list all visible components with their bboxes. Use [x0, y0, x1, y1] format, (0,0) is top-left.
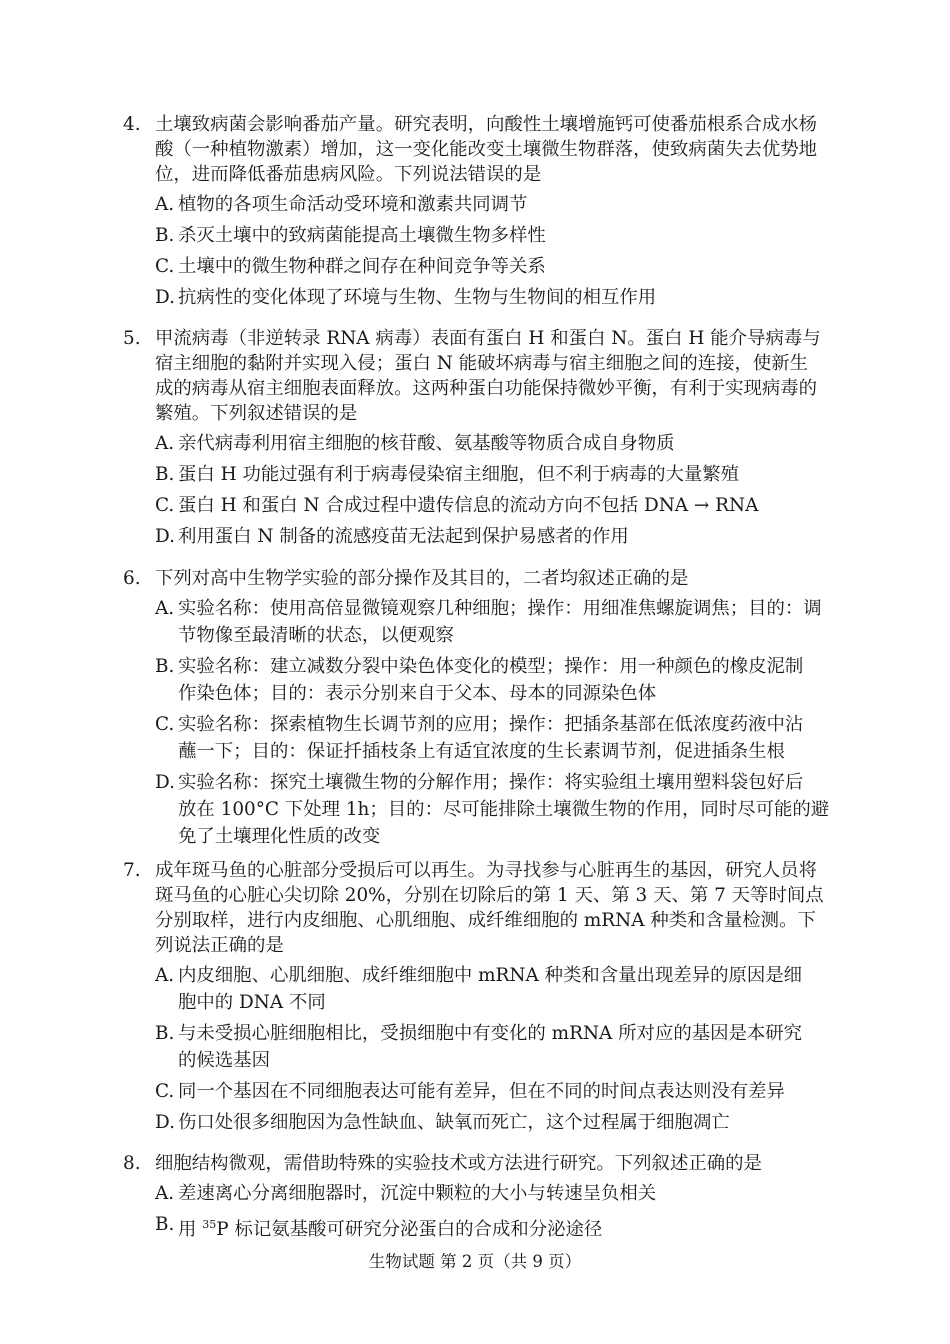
option-a — [155, 1180, 843, 1207]
isotope-mass-number: 35 — [202, 1218, 217, 1231]
option-line: 免了土壤理化性质的改变 — [178, 826, 381, 847]
option-a — [155, 595, 843, 649]
option-c — [155, 1078, 843, 1105]
option-b — [155, 1020, 843, 1074]
option-line: 同一个基因在不同细胞表达可能有差异，但在不同的时间点表达则没有差异 — [178, 1081, 785, 1102]
option-line: 蘸一下；目的：保证扦插枝条上有适宜浓度的生长素调节剂，促进插条生根 — [178, 741, 785, 762]
option-label: C. — [155, 714, 175, 735]
stem-line: 位，进而降低番茄患病风险。下列说法错误的是 — [155, 164, 542, 185]
option-line: 与未受损心脏细胞相比，受损细胞中有变化的 mRNA 所对应的基因是本研究 — [178, 1023, 803, 1044]
option-line: 节物像至最清晰的状态，以便观察 — [178, 625, 454, 646]
option-line: 亲代病毒利用宿主细胞的核苷酸、氨基酸等物质合成自身物质 — [178, 433, 675, 454]
question-4 — [123, 112, 843, 311]
option-line: 差速离心分离细胞器时，沉淀中颗粒的大小与转速呈负相关 — [178, 1183, 657, 1204]
option-label: D. — [155, 772, 175, 793]
option-label: A. — [155, 598, 175, 619]
question-5 — [123, 326, 843, 550]
option-line: 蛋白 H 和蛋白 N 合成过程中遗传信息的流动方向不包括 DNA → RNA — [178, 495, 759, 516]
option-text-pre: 用 — [178, 1219, 203, 1241]
option-a — [155, 430, 843, 457]
option-line — [178, 1211, 843, 1243]
option-line: 实验名称：使用高倍显微镜观察几种细胞；操作：用细准焦螺旋调焦；目的：调 — [178, 598, 822, 619]
option-b — [155, 653, 843, 707]
page-footer: 生物试题 第 2 页（共 9 页） — [368, 1252, 582, 1271]
option-label: B. — [155, 1023, 175, 1044]
option-line: 内皮细胞、心肌细胞、成纤维细胞中 mRNA 种类和含量出现差异的原因是细 — [178, 965, 803, 986]
stem-line: 分别取样，进行内皮细胞、心肌细胞、成纤维细胞的 mRNA 种类和含量检测。下 — [155, 910, 816, 931]
option-label: B. — [155, 1214, 175, 1235]
option-line: 植物的各项生命活动受环境和激素共同调节 — [178, 194, 528, 215]
option-line: 实验名称：建立减数分裂中染色体变化的模型；操作：用一种颜色的橡皮泥制 — [178, 656, 804, 677]
option-a — [155, 962, 843, 1016]
option-label: A. — [155, 1183, 175, 1204]
option-line: 的候选基因 — [178, 1050, 270, 1071]
option-label: B. — [155, 656, 175, 677]
option-line: 抗病性的变化体现了环境与生物、生物与生物间的相互作用 — [178, 287, 657, 308]
question-number: 6. — [123, 568, 141, 589]
option-d — [155, 284, 843, 311]
option-label: D. — [155, 526, 175, 547]
option-c — [155, 253, 843, 280]
question-number: 7. — [123, 860, 141, 881]
option-b — [155, 1211, 843, 1243]
option-line: 放在 100°C 下处理 1h；目的：尽可能排除土壤微生物的作用，同时尽可能的避 — [178, 799, 830, 820]
stem-line: 酸（一种植物激素）增加，这一变化能改变土壤微生物群落，使致病菌失去优势地 — [155, 139, 818, 160]
question-number: 5. — [123, 328, 141, 349]
question-stem — [155, 858, 843, 958]
option-label: C. — [155, 495, 175, 516]
stem-line: 成的病毒从宿主细胞表面释放。这两种蛋白功能保持微妙平衡，有利于实现病毒的 — [155, 378, 818, 399]
stem-line: 繁殖。下列叙述错误的是 — [155, 403, 358, 424]
option-label: A. — [155, 194, 175, 215]
option-label: B. — [155, 225, 175, 246]
option-label: A. — [155, 965, 175, 986]
option-line: 利用蛋白 N 制备的流感疫苗无法起到保护易感者的作用 — [178, 526, 629, 547]
option-label: D. — [155, 287, 175, 308]
option-label: D. — [155, 1112, 175, 1133]
option-line: 胞中的 DNA 不同 — [178, 992, 326, 1013]
option-label: C. — [155, 1081, 175, 1102]
stem-line: 宿主细胞的黏附并实现入侵；蛋白 N 能破坏病毒与宿主细胞之间的连接，使新生 — [155, 353, 809, 374]
option-line: 实验名称：探究土壤微生物的分解作用；操作：将实验组土壤用塑料袋包好后 — [178, 772, 804, 793]
stem-line: 列说法正确的是 — [155, 935, 284, 956]
option-b — [155, 222, 843, 249]
question-8 — [123, 1151, 843, 1243]
option-text-post: P 标记氨基酸可研究分泌蛋白的合成和分泌途径 — [216, 1219, 603, 1241]
option-label: B. — [155, 464, 175, 485]
stem-line: 下列对高中生物学实验的部分操作及其目的，二者均叙述正确的是 — [155, 568, 689, 589]
question-stem — [155, 326, 843, 426]
option-line: 实验名称：探索植物生长调节剂的应用；操作：把插条基部在低浓度药液中沾 — [178, 714, 804, 735]
option-d — [155, 523, 843, 550]
stem-line: 斑马鱼的心脏心尖切除 20%，分别在切除后的第 1 天、第 3 天、第 7 天等时间点 — [155, 885, 824, 906]
option-line: 杀灭土壤中的致病菌能提高土壤微生物多样性 — [178, 225, 546, 246]
stem-line: 土壤致病菌会影响番茄产量。研究表明，向酸性土壤增施钙可使番茄根系合成水杨 — [155, 114, 818, 135]
option-line: 伤口处很多细胞因为急性缺血、缺氧而死亡，这个过程属于细胞凋亡 — [178, 1112, 730, 1133]
option-d — [155, 769, 843, 850]
question-6 — [123, 566, 843, 850]
stem-line: 成年斑马鱼的心脏部分受损后可以再生。为寻找参与心脏再生的基因，研究人员将 — [155, 860, 818, 881]
question-stem — [155, 1151, 843, 1176]
question-number: 8. — [123, 1153, 141, 1174]
option-line: 土壤中的微生物种群之间存在种间竞争等关系 — [178, 256, 546, 277]
option-line: 蛋白 H 功能过强有利于病毒侵染宿主细胞，但不利于病毒的大量繁殖 — [178, 464, 740, 485]
option-label: C. — [155, 256, 175, 277]
question-number: 4. — [123, 114, 141, 135]
question-stem — [155, 112, 843, 187]
stem-line: 甲流病毒（非逆转录 RNA 病毒）表面有蛋白 H 和蛋白 N。蛋白 H 能介导病毒与 — [155, 328, 821, 349]
option-line: 作染色体；目的：表示分别来自于父本、母本的同源染色体 — [178, 683, 657, 704]
option-label: A. — [155, 433, 175, 454]
option-d — [155, 1109, 843, 1136]
stem-line: 细胞结构微观，需借助特殊的实验技术或方法进行研究。下列叙述正确的是 — [155, 1153, 762, 1174]
question-stem — [155, 566, 843, 591]
option-b — [155, 461, 843, 488]
option-c — [155, 711, 843, 765]
option-a — [155, 191, 843, 218]
option-c — [155, 492, 843, 519]
question-7 — [123, 858, 843, 1136]
